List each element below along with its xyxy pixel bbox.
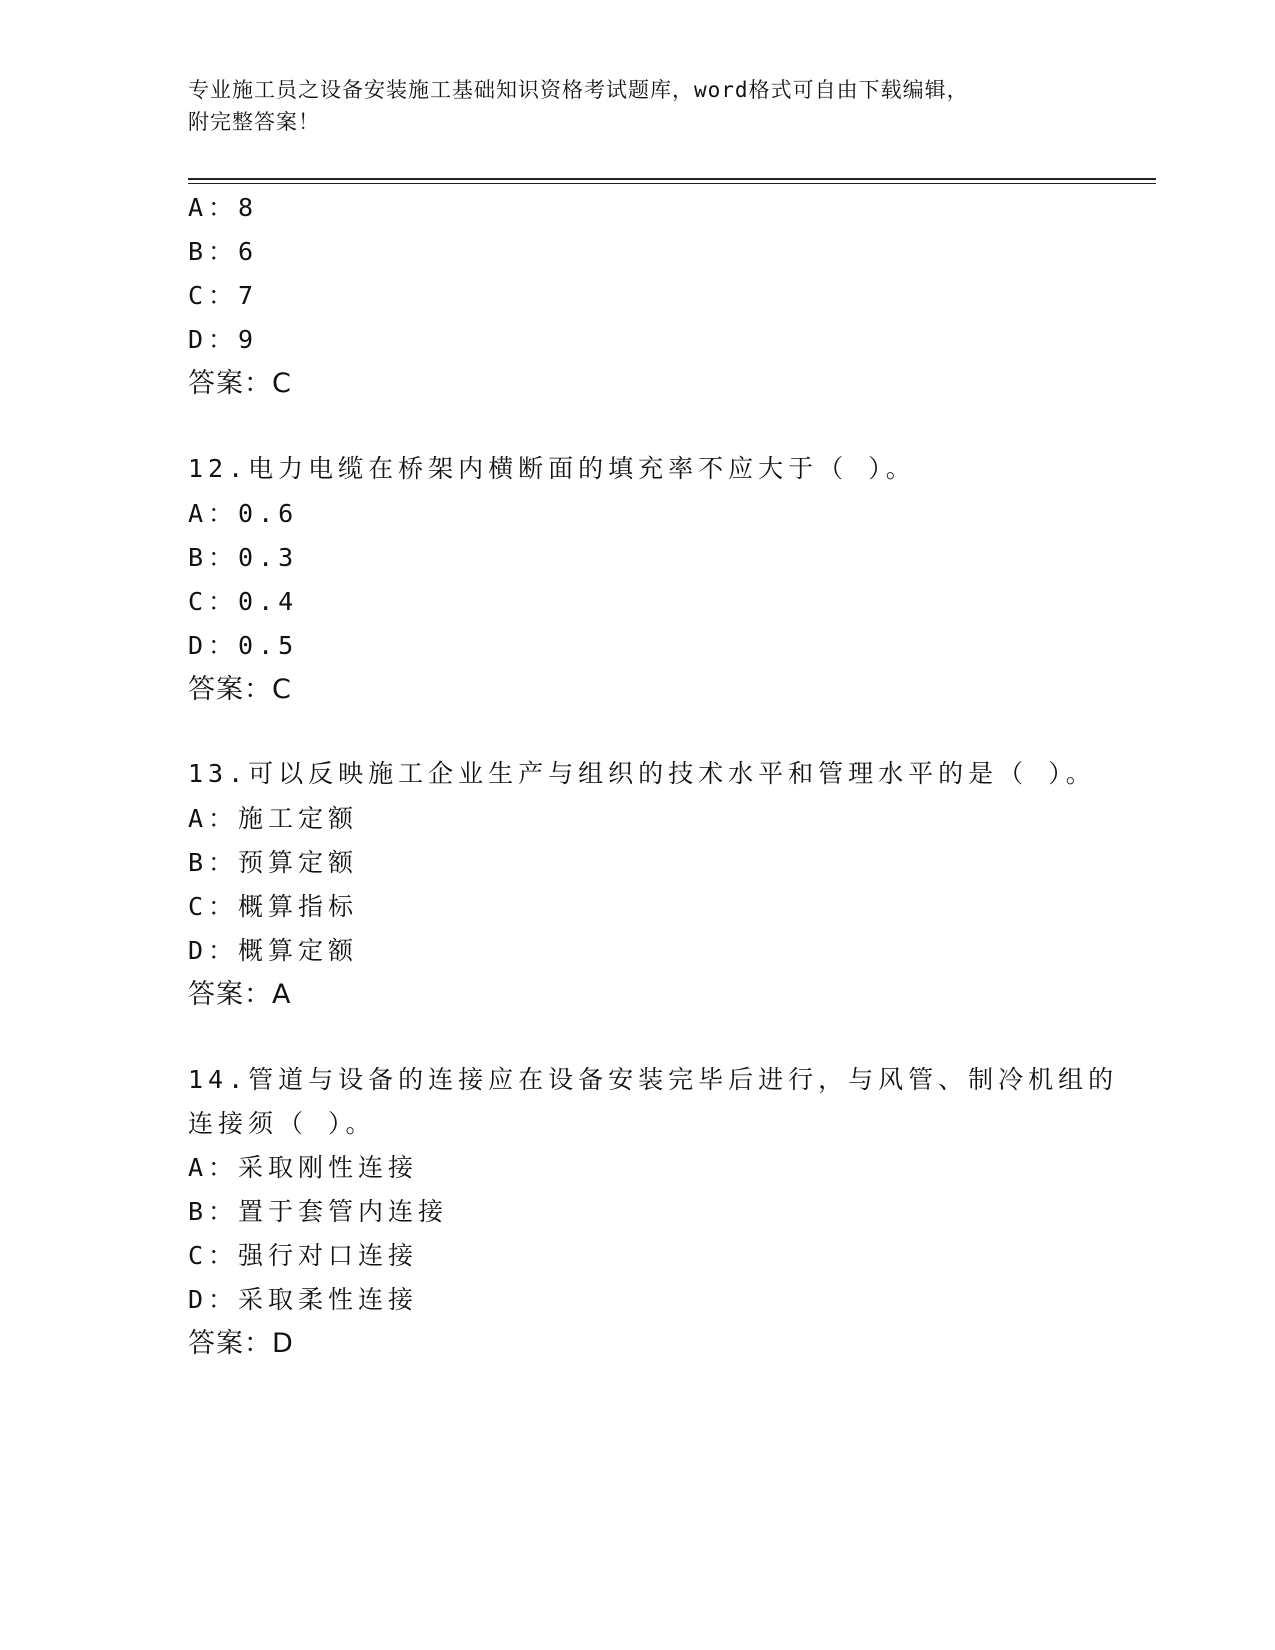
q12-question: 12.电力电缆在桥架内横断面的填充率不应大于（ ）。 <box>188 454 916 483</box>
q11-option-d: D：9 <box>188 325 259 354</box>
q14-option-d: D：采取柔性连接 <box>188 1285 419 1314</box>
header-divider <box>188 178 1156 184</box>
q12-option-d: D：0.5 <box>188 631 299 660</box>
q11-option-c: C：7 <box>188 281 259 310</box>
q14-option-c: C：强行对口连接 <box>188 1241 419 1270</box>
q11-answer: 答案：C <box>188 368 292 399</box>
q12-option-a: A：0.6 <box>188 499 299 528</box>
q12-option-b: B：0.3 <box>188 543 299 572</box>
document-header <box>188 74 1088 138</box>
q12-answer: 答案：C <box>188 674 292 705</box>
q14-option-b: B：置于套管内连接 <box>188 1197 449 1226</box>
q14-question-line1: 14.管道与设备的连接应在设备安装完毕后进行，与风管、制冷机组的 <box>188 1065 1119 1094</box>
q14-answer: 答案：D <box>188 1328 294 1359</box>
q12-option-c: C：0.4 <box>188 587 299 616</box>
q13-option-d: D：概算定额 <box>188 936 359 965</box>
q13-answer: 答案：A <box>188 979 292 1010</box>
q13-option-c: C：概算指标 <box>188 892 359 921</box>
q14-question-line2: 连接须（ ）。 <box>188 1109 376 1138</box>
q14-option-a: A：采取刚性连接 <box>188 1153 419 1182</box>
header-subtitle-line: 附完整答案！ <box>188 110 320 134</box>
header-title-line: 专业施工员之设备安装施工基础知识资格考试题库，word格式可自由下载编辑， <box>188 78 969 102</box>
q13-option-b: B：预算定额 <box>188 848 359 877</box>
q13-option-a: A：施工定额 <box>188 804 359 833</box>
q11-option-a: A：8 <box>188 193 259 222</box>
q13-question: 13.可以反映施工企业生产与组织的技术水平和管理水平的是（ ）。 <box>188 759 1096 788</box>
q11-option-b: B：6 <box>188 237 259 266</box>
